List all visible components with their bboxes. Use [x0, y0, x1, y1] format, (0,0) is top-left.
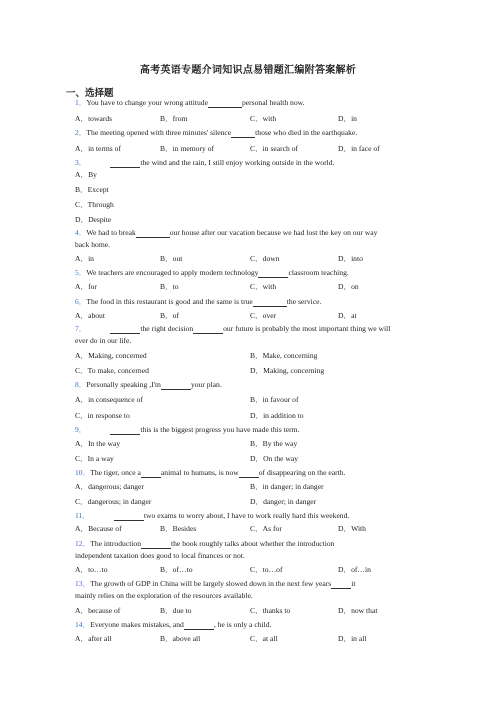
question-text: the service. — [286, 297, 322, 306]
option-d[interactable]: D．danger; in danger — [250, 497, 317, 506]
option-a[interactable]: A．Because of — [75, 524, 122, 533]
option-b[interactable]: B．from — [160, 114, 188, 123]
question-text: We teachers are encouraged to apply modern technology — [86, 268, 259, 277]
question-text: The food in this restaurant is good and the same is true — [86, 297, 253, 306]
question-continuation: independent taxation does good to local finances or not. — [75, 551, 245, 560]
question-number: 13． — [75, 579, 91, 588]
option-b[interactable]: B．Make, concerning — [250, 351, 318, 360]
question-text: Personally speaking ,I'm — [86, 380, 161, 389]
answer-blank[interactable] — [258, 269, 288, 278]
question-number: 3． — [75, 158, 87, 167]
option-d[interactable]: D．in face of — [338, 144, 380, 153]
question-11 — [75, 511, 349, 521]
question-text: classroom teaching. — [288, 268, 349, 277]
answer-blank[interactable] — [239, 469, 259, 478]
answer-blank[interactable] — [253, 298, 287, 307]
question-9 — [75, 425, 299, 435]
option-a[interactable]: A．dangerous; danger — [75, 482, 144, 491]
question-1 — [75, 98, 305, 108]
option-d[interactable]: D．into — [338, 254, 363, 263]
option-a[interactable]: A．in consequence of — [75, 395, 143, 404]
question-text: your plan. — [190, 380, 222, 389]
question-6 — [75, 297, 321, 307]
question-number: 14． — [75, 620, 91, 629]
question-text: the book roughly talks about whether the introduction — [171, 539, 335, 548]
option-c[interactable]: C．to…of — [250, 565, 283, 574]
option-a[interactable]: A．Making, concerned — [75, 351, 147, 360]
option-c[interactable]: C．dangerous; in danger — [75, 497, 152, 506]
option-c[interactable]: C．In a way — [75, 454, 114, 463]
question-text: We had to break — [86, 228, 136, 237]
option-d[interactable]: D．in all — [338, 634, 367, 643]
answer-blank[interactable] — [110, 426, 140, 435]
question-12 — [75, 539, 334, 549]
option-b[interactable]: B．of…to — [160, 565, 193, 574]
option-a[interactable]: A．By — [75, 170, 97, 179]
option-a[interactable]: A．because of — [75, 606, 121, 615]
question-text: those who died in the earthquake. — [255, 128, 358, 137]
answer-blank[interactable] — [184, 621, 214, 630]
option-a[interactable]: A．In the way — [75, 439, 121, 448]
option-c[interactable]: C．with — [250, 114, 277, 123]
question-continuation: mainly relies on the exploration of the resources available. — [75, 591, 253, 600]
question-text: two exams to worry about, I have to work really hard this weekend. — [143, 511, 350, 520]
option-a[interactable]: A．to…to — [75, 565, 108, 574]
option-c[interactable]: C．Through — [75, 200, 114, 209]
answer-blank[interactable] — [161, 381, 191, 390]
answer-blank[interactable] — [331, 580, 351, 589]
question-number: 9． — [75, 425, 87, 434]
question-text: personal health now. — [241, 98, 305, 107]
answer-blank[interactable] — [110, 325, 140, 334]
question-text: , he is only a child. — [213, 620, 272, 629]
option-c[interactable]: C．in response to — [75, 411, 130, 420]
option-d[interactable]: D．Making, concerning — [250, 366, 325, 375]
answer-blank[interactable] — [141, 469, 161, 478]
question-2 — [75, 128, 357, 138]
option-c[interactable]: C．with — [250, 282, 277, 291]
question-text: The tiger, once a — [90, 468, 141, 477]
option-b[interactable]: B．due to — [160, 606, 192, 615]
question-text: it — [351, 579, 356, 588]
option-a[interactable]: A．in — [75, 254, 94, 263]
answer-blank[interactable] — [208, 99, 242, 108]
option-c[interactable]: C．at all — [250, 634, 278, 643]
option-d[interactable]: D．on — [338, 282, 359, 291]
option-c[interactable]: C．thanks to — [250, 606, 291, 615]
question-text: our house after our vacation because we had lost the key on our way — [169, 228, 378, 237]
answer-blank[interactable] — [114, 512, 144, 521]
question-number: 8． — [75, 380, 87, 389]
answer-blank[interactable] — [141, 540, 171, 549]
option-b[interactable]: B．out — [160, 254, 183, 263]
question-text: the wind and the rain, I still enjoy working outside in the world. — [140, 158, 335, 167]
option-d[interactable]: D．now that — [338, 606, 378, 615]
answer-blank[interactable] — [110, 159, 140, 168]
option-c[interactable]: C．As for — [250, 524, 282, 533]
answer-blank[interactable] — [193, 325, 223, 334]
question-number: 12． — [75, 539, 91, 548]
option-c[interactable]: C．over — [250, 311, 277, 320]
option-c[interactable]: C．in search of — [250, 144, 299, 153]
option-b[interactable]: B．of — [160, 311, 179, 320]
question-number: 1． — [75, 98, 87, 107]
question-text: The growth of GDP in China will be largely slowed down in the next few years — [90, 579, 332, 588]
section-heading: 一、选择题 — [66, 88, 114, 99]
question-text: our future is probably the most important thing we will — [223, 324, 391, 333]
option-b[interactable]: B．in memory of — [160, 144, 214, 153]
option-c[interactable]: C．down — [250, 254, 280, 263]
question-text: The meeting opened with three minutes' silence — [86, 128, 232, 137]
option-b[interactable]: B．By the way — [250, 439, 298, 448]
question-text: the right decision — [140, 324, 194, 333]
question-text: You have to change your wrong attitude — [86, 98, 208, 107]
option-a[interactable]: A．about — [75, 311, 105, 320]
question-4 — [75, 228, 377, 238]
option-d[interactable]: D．Despite — [75, 215, 112, 224]
question-number: 6． — [75, 297, 87, 306]
question-7 — [75, 324, 390, 334]
question-5 — [75, 268, 349, 278]
option-a[interactable]: A．after all — [75, 634, 112, 643]
question-10 — [75, 468, 345, 478]
option-c[interactable]: C．To make, concerned — [75, 366, 149, 375]
option-d[interactable]: D．On the way — [250, 454, 299, 463]
option-d[interactable]: D．of…in — [338, 565, 371, 574]
option-b[interactable]: B．above all — [160, 634, 201, 643]
question-text: this is the biggest progress you have made this term. — [140, 425, 300, 434]
option-a[interactable]: A．in terms of — [75, 144, 121, 153]
option-a[interactable]: A．towards — [75, 114, 113, 123]
question-text: animal to humans, is now — [160, 468, 239, 477]
page-title: 高考英语专题介词知识点易错题汇编附答案解析 — [139, 65, 357, 76]
option-b[interactable]: B．Except — [75, 185, 109, 194]
option-d[interactable]: D．at — [338, 311, 357, 320]
question-8 — [75, 380, 222, 390]
question-number: 11． — [75, 511, 90, 520]
option-b[interactable]: B．to — [160, 282, 179, 291]
question-3 — [75, 158, 334, 168]
question-13 — [75, 579, 355, 589]
option-d[interactable]: D．in — [338, 114, 357, 123]
answer-blank[interactable] — [136, 229, 170, 238]
question-number: 10． — [75, 468, 91, 477]
question-text: Everyone makes mistakes, and — [90, 620, 184, 629]
question-14 — [75, 620, 271, 630]
question-number: 4． — [75, 228, 87, 237]
option-d[interactable]: D．in addition to — [250, 411, 304, 420]
option-b[interactable]: B．Besides — [160, 524, 197, 533]
option-b[interactable]: B．in favour of — [250, 395, 299, 404]
option-a[interactable]: A．for — [75, 282, 97, 291]
question-text: The introduction — [90, 539, 142, 548]
question-number: 7． — [75, 324, 87, 333]
question-continuation: ever do in our life. — [75, 336, 132, 345]
question-number: 5． — [75, 268, 87, 277]
question-text: of disappearing on the earth. — [258, 468, 346, 477]
answer-blank[interactable] — [231, 129, 255, 138]
option-d[interactable]: D．With — [338, 524, 366, 533]
question-continuation: back home. — [75, 240, 111, 249]
option-b[interactable]: B．in danger; in danger — [250, 482, 324, 491]
question-number: 2． — [75, 128, 87, 137]
